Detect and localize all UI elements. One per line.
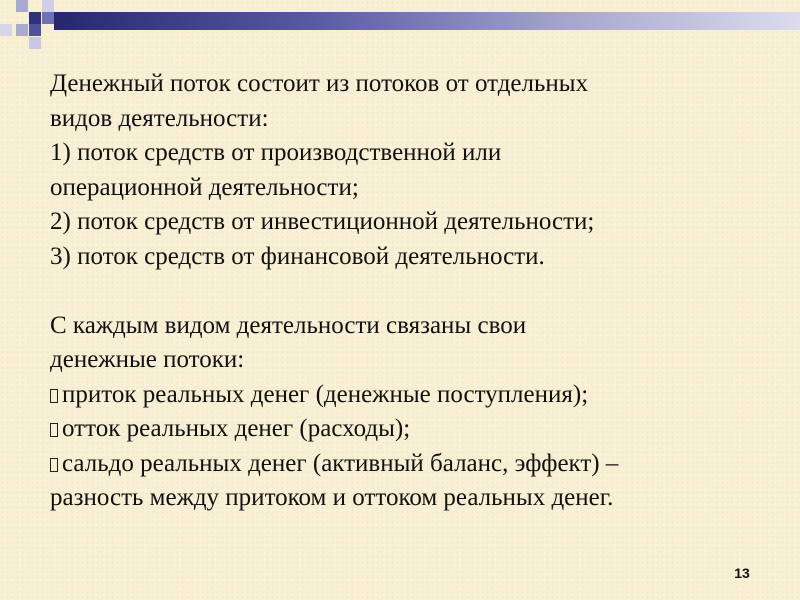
corner-square bbox=[16, 24, 28, 36]
bullet-item bbox=[50, 378, 785, 413]
hollow-square-bullet-icon bbox=[50, 458, 58, 472]
corner-square bbox=[42, 12, 54, 24]
bullet-text: сальдо реальных денег (активный баланс, эффект) – bbox=[62, 449, 619, 477]
hollow-square-bullet-icon bbox=[50, 423, 58, 437]
corner-square bbox=[29, 24, 41, 36]
bullet-item bbox=[50, 412, 785, 447]
list-item: 3) поток средств от финансовой деятельности. bbox=[50, 242, 545, 270]
bullet-text: отток реальных денег (расходы); bbox=[62, 415, 411, 442]
title-bar-decoration bbox=[54, 12, 800, 30]
page-number: 13 bbox=[734, 565, 750, 581]
slide-body bbox=[50, 67, 785, 516]
corner-square bbox=[16, 0, 28, 12]
corner-square bbox=[29, 12, 41, 24]
corner-square bbox=[42, 0, 54, 12]
bullet-item bbox=[50, 447, 785, 482]
paragraph-gap bbox=[50, 274, 785, 309]
text-line: Денежный поток состоит из потоков от отдельных bbox=[50, 70, 589, 97]
corner-square bbox=[0, 24, 12, 36]
corner-square bbox=[29, 37, 41, 49]
text-line: С каждым видом деятельности связаны свои bbox=[50, 311, 527, 339]
bullet-item-continuation: разность между притоком и оттоком реальных денег. bbox=[50, 484, 614, 511]
list-item: 2) поток средств от инвестиционной деятельности; bbox=[50, 208, 595, 235]
text-line: видов деятельности: bbox=[50, 104, 269, 132]
list-item: 1) поток средств от производственной или bbox=[50, 139, 502, 166]
list-item-continuation: операционной деятельности; bbox=[50, 173, 359, 201]
bullet-text: приток реальных денег (денежные поступления); bbox=[62, 380, 589, 408]
hollow-square-bullet-icon bbox=[50, 389, 58, 403]
text-line: денежные потоки: bbox=[50, 346, 245, 373]
